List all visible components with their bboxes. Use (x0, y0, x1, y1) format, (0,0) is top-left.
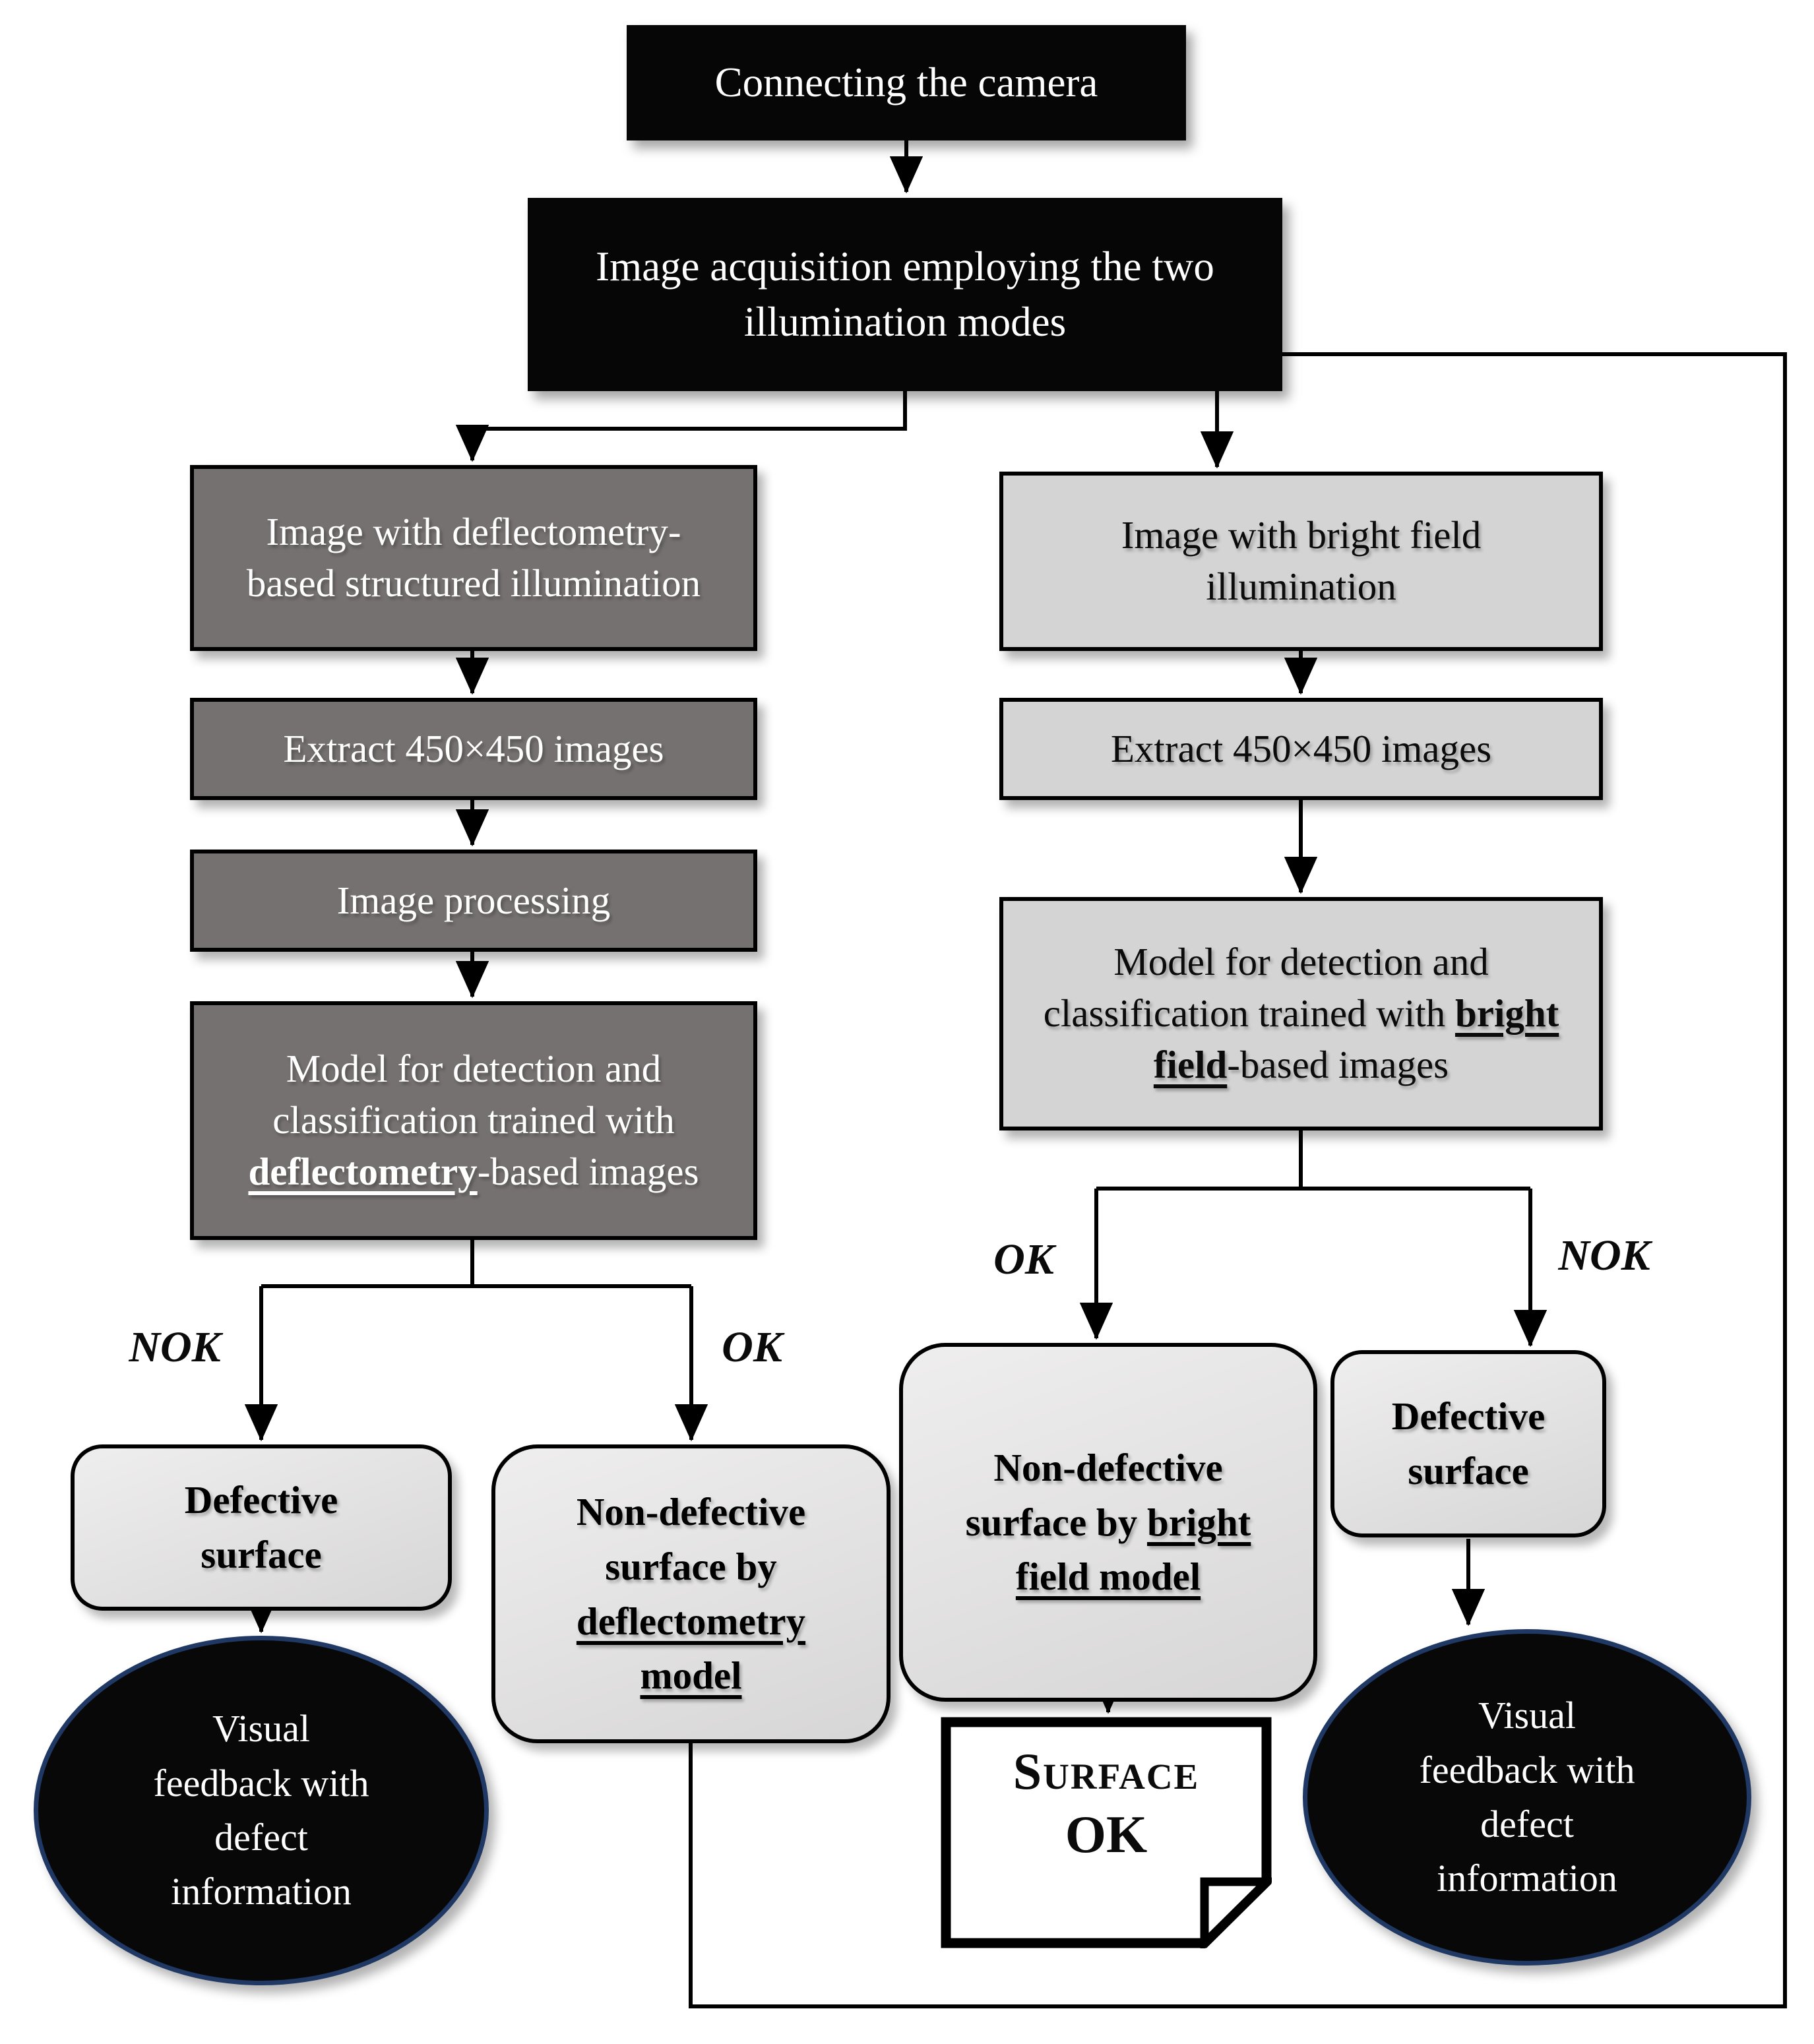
edge-label-deflect-nok: NOK (129, 1323, 221, 1371)
deflectometry-emphasis: deflectometry (248, 1149, 478, 1193)
node-visual-feedback-right: Visual feedback with defect information (1303, 1629, 1751, 1966)
edge-acquisition-to-deflect (472, 391, 905, 460)
node-deflectometry-illumination: Image with deflectometry-based structured illumination (190, 465, 757, 651)
node-image-processing: Image processing (190, 850, 757, 952)
edge-label-bright-ok: OK (993, 1235, 1054, 1284)
node-bright-nondefective-surface: Non-defective surface by bright field model (899, 1343, 1317, 1702)
node-brightfield-model: Model for detection and classification trained with bright field-based images (999, 897, 1603, 1130)
node-brightfield-illumination: Image with bright field illumination (999, 472, 1603, 651)
edge-label-deflect-ok: OK (722, 1323, 782, 1371)
node-deflectometry-model: Model for detection and classification trained with deflectometry-based images (190, 1001, 757, 1240)
brightfield-model-emphasis: bright field model (1015, 1500, 1251, 1599)
deflectometry-model-emphasis: deflectometry model (576, 1599, 806, 1698)
surface-ok-line2: OK (1065, 1806, 1148, 1864)
node-brightfield-extract: Extract 450×450 images (999, 698, 1603, 800)
node-deflect-defective-surface: Defective surface (71, 1444, 452, 1611)
node-surface-ok-document (941, 1717, 1272, 1948)
edge-label-bright-nok: NOK (1558, 1231, 1650, 1280)
node-image-acquisition: Image acquisition employing the two illumination modes (528, 198, 1282, 391)
node-connecting-camera: Connecting the camera (627, 25, 1186, 140)
surface-ok-line1: Surface (1013, 1743, 1200, 1800)
brightfield-emphasis: bright field (1153, 991, 1559, 1086)
node-bright-defective-surface: Defective surface (1330, 1350, 1606, 1537)
node-deflect-nondefective-surface: Non-defective surface by deflectometry model (491, 1444, 891, 1743)
node-deflectometry-extract: Extract 450×450 images (190, 698, 757, 800)
node-visual-feedback-left: Visual feedback with defect information (34, 1636, 489, 1985)
